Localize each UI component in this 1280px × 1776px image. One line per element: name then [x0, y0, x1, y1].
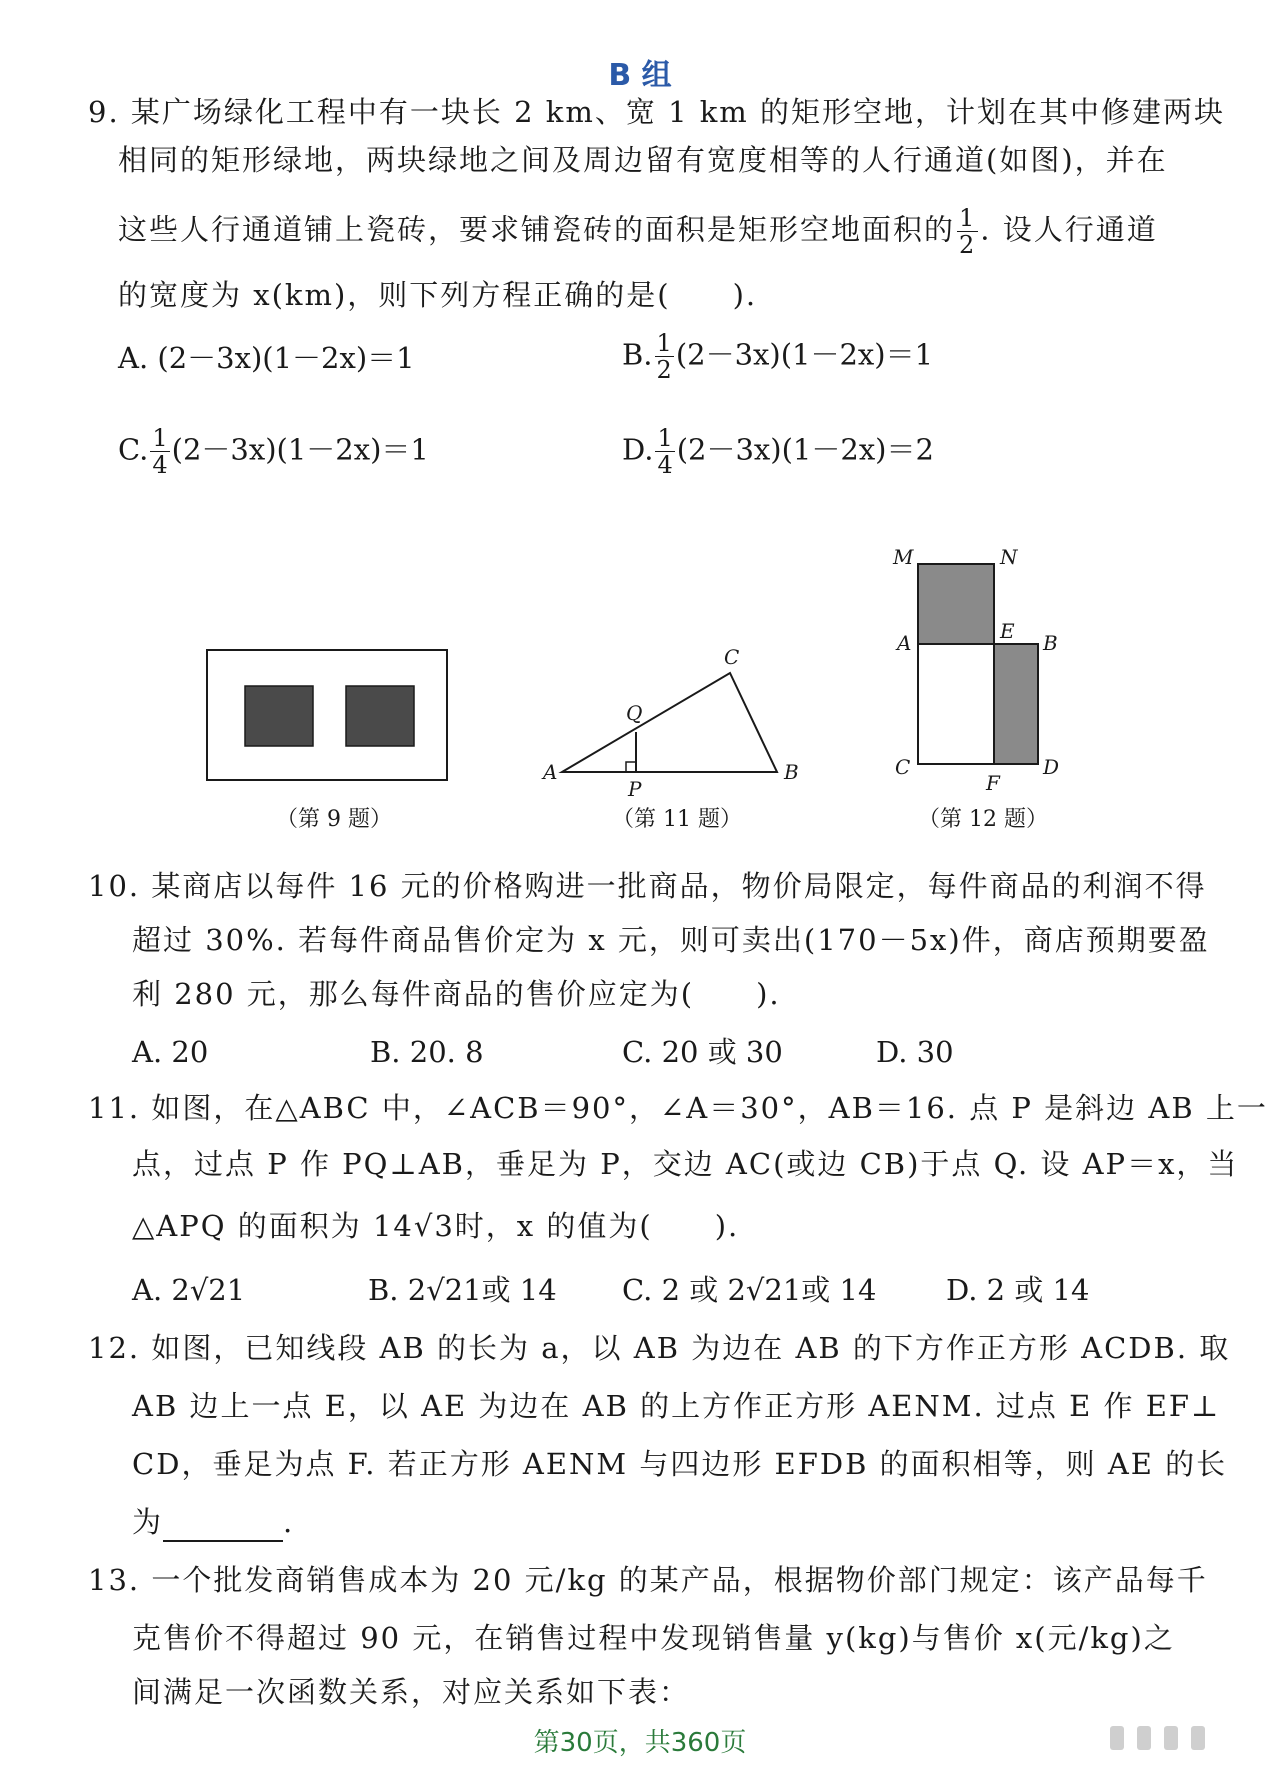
fraction-denominator: 4	[657, 451, 673, 479]
fig11-caption: （第 11 题）	[612, 807, 742, 832]
q11-option-d: D. 2 或 14	[946, 1273, 1090, 1307]
label-q: Q	[626, 701, 643, 725]
fraction-denominator: 2	[959, 231, 977, 259]
bar-icon[interactable]	[1137, 1726, 1151, 1750]
page-number: 第30页，共360页	[533, 1728, 747, 1758]
right-angle-mark	[626, 762, 636, 772]
green-plot-left	[245, 686, 313, 746]
triangle-abc	[562, 673, 777, 772]
q12-line-2: AB 边上一点 E，以 AE 为边在 AB 的上方作正方形 AENM. 过点 E 作 EF⊥	[132, 1389, 1221, 1423]
fraction-numerator: 1	[657, 424, 673, 452]
q9-option-b	[622, 330, 933, 383]
q12-line-1: 12. 如图，已知线段 AB 的长为 a，以 AB 为边在 AB 的下方作正方形 ACDB. 取	[88, 1331, 1231, 1365]
label-c: C	[895, 755, 911, 779]
q9-option-a: A. (2－3x)(1－2x)＝1	[118, 341, 415, 375]
q10-option-a: A. 20	[132, 1035, 209, 1069]
q10-option-d: D. 30	[876, 1035, 954, 1069]
group-title: B 组	[608, 58, 672, 93]
label-b: B	[784, 760, 799, 784]
bar-icon[interactable]	[1110, 1726, 1124, 1750]
option-text: (2－3x)(1－2x)＝2	[676, 432, 934, 467]
q9-line-4: 的宽度为 x(km)，则下列方程正确的是( ).	[118, 278, 758, 312]
q11-option-b: B. 2√21或 14	[368, 1273, 557, 1307]
q9-line-1: 9. 某广场绿化工程中有一块长 2 km、宽 1 km 的矩形空地，计划在其中修建两块	[88, 95, 1226, 129]
fig9-caption: （第 9 题）	[276, 807, 392, 832]
q10-option-c: C. 20 或 30	[622, 1035, 783, 1069]
option-label: C.	[118, 432, 149, 467]
fraction-numerator: 1	[152, 424, 168, 452]
answer-blank	[163, 1510, 283, 1542]
option-fraction	[655, 330, 674, 383]
q9-line-3	[118, 205, 1158, 258]
q13-line-1: 13. 一个批发商销售成本为 20 元/kg 的某产品，根据物价部门规定：该产品每千	[88, 1563, 1208, 1597]
option-fraction	[150, 425, 169, 478]
q9-option-d	[622, 425, 934, 478]
q12-line-4-end: .	[283, 1505, 295, 1539]
q9-option-c	[118, 425, 429, 478]
label-a: A	[897, 631, 912, 655]
q13-line-3: 间满足一次函数关系，对应关系如下表：	[132, 1675, 691, 1709]
label-f: F	[986, 771, 1000, 795]
q10-line-2: 超过 30%. 若每件商品售价定为 x 元，则可卖出(170－5x)件，商店预期要盈	[132, 923, 1210, 957]
q10-line-3: 利 280 元，那么每件商品的售价应定为( ).	[132, 977, 781, 1011]
viewer-toolbar[interactable]	[1110, 1726, 1213, 1756]
option-fraction	[655, 425, 674, 478]
green-plot-right	[346, 686, 414, 746]
option-text: (2－3x)(1－2x)＝1	[675, 337, 934, 372]
option-label: D.	[622, 432, 654, 467]
q11-line-1: 11. 如图，在△ABC 中，∠ACB＝90°，∠A＝30°，AB＝16. 点 P 是斜边 AB 上一	[88, 1091, 1268, 1125]
q9-line-3-text: 这些人行通道铺上瓷砖，要求铺瓷砖的面积是矩形空地面积的	[118, 212, 956, 247]
quad-efdb	[994, 644, 1038, 764]
label-a: A	[543, 760, 558, 784]
q12-line-3: CD，垂足为点 F. 若正方形 AENM 与四边形 EFDB 的面积相等，则 AE 的长	[132, 1447, 1228, 1481]
q11-line-2: 点，过点 P 作 PQ⊥AB，垂足为 P，交边 AC(或边 CB)于点 Q. 设 AP＝x，当	[132, 1147, 1239, 1181]
fraction-denominator: 4	[152, 451, 168, 479]
fraction-denominator: 2	[656, 356, 672, 384]
label-n: N	[1000, 545, 1018, 569]
fraction-numerator: 1	[959, 204, 977, 232]
q10-line-1: 10. 某商店以每件 16 元的价格购进一批商品，物价局限定，每件商品的利润不得	[88, 869, 1207, 903]
option-text: (2－3x)(1－2x)＝1	[171, 432, 429, 467]
label-p: P	[628, 777, 642, 800]
square-aenm	[918, 564, 994, 644]
bar-icon[interactable]	[1164, 1726, 1178, 1750]
q11-line-3: △APQ 的面积为 14√3时，x 的值为( ).	[132, 1209, 740, 1243]
fig12-caption: （第 12 题）	[918, 807, 1048, 832]
bar-icon[interactable]	[1191, 1726, 1205, 1750]
fraction-numerator: 1	[656, 329, 672, 357]
label-b: B	[1043, 631, 1058, 655]
q11-option-c: C. 2 或 2√21或 14	[622, 1273, 877, 1307]
q13-line-2: 克售价不得超过 90 元，在销售过程中发现销售量 y(kg)与售价 x(元/kg)之	[132, 1621, 1175, 1655]
q12-line-4-text: 为	[132, 1505, 164, 1539]
figures-row	[0, 540, 1280, 800]
q9-line-2: 相同的矩形绿地，两块绿地之间及周边留有宽度相等的人行通道(如图)，并在	[118, 143, 1168, 177]
q12-line-4	[132, 1502, 294, 1542]
figure-9	[207, 650, 447, 780]
option-label: B.	[622, 337, 653, 372]
q9-half-fraction	[957, 205, 978, 258]
q10-option-b: B. 20. 8	[370, 1035, 484, 1069]
figure-12	[892, 545, 1059, 795]
label-d: D	[1043, 755, 1060, 779]
label-c: C	[724, 645, 740, 669]
q11-option-a: A. 2√21	[132, 1273, 246, 1307]
q9-line-3-tail: . 设人行通道	[980, 212, 1158, 247]
label-m: M	[893, 545, 914, 569]
label-e: E	[1000, 619, 1015, 643]
figure-11	[541, 645, 799, 800]
